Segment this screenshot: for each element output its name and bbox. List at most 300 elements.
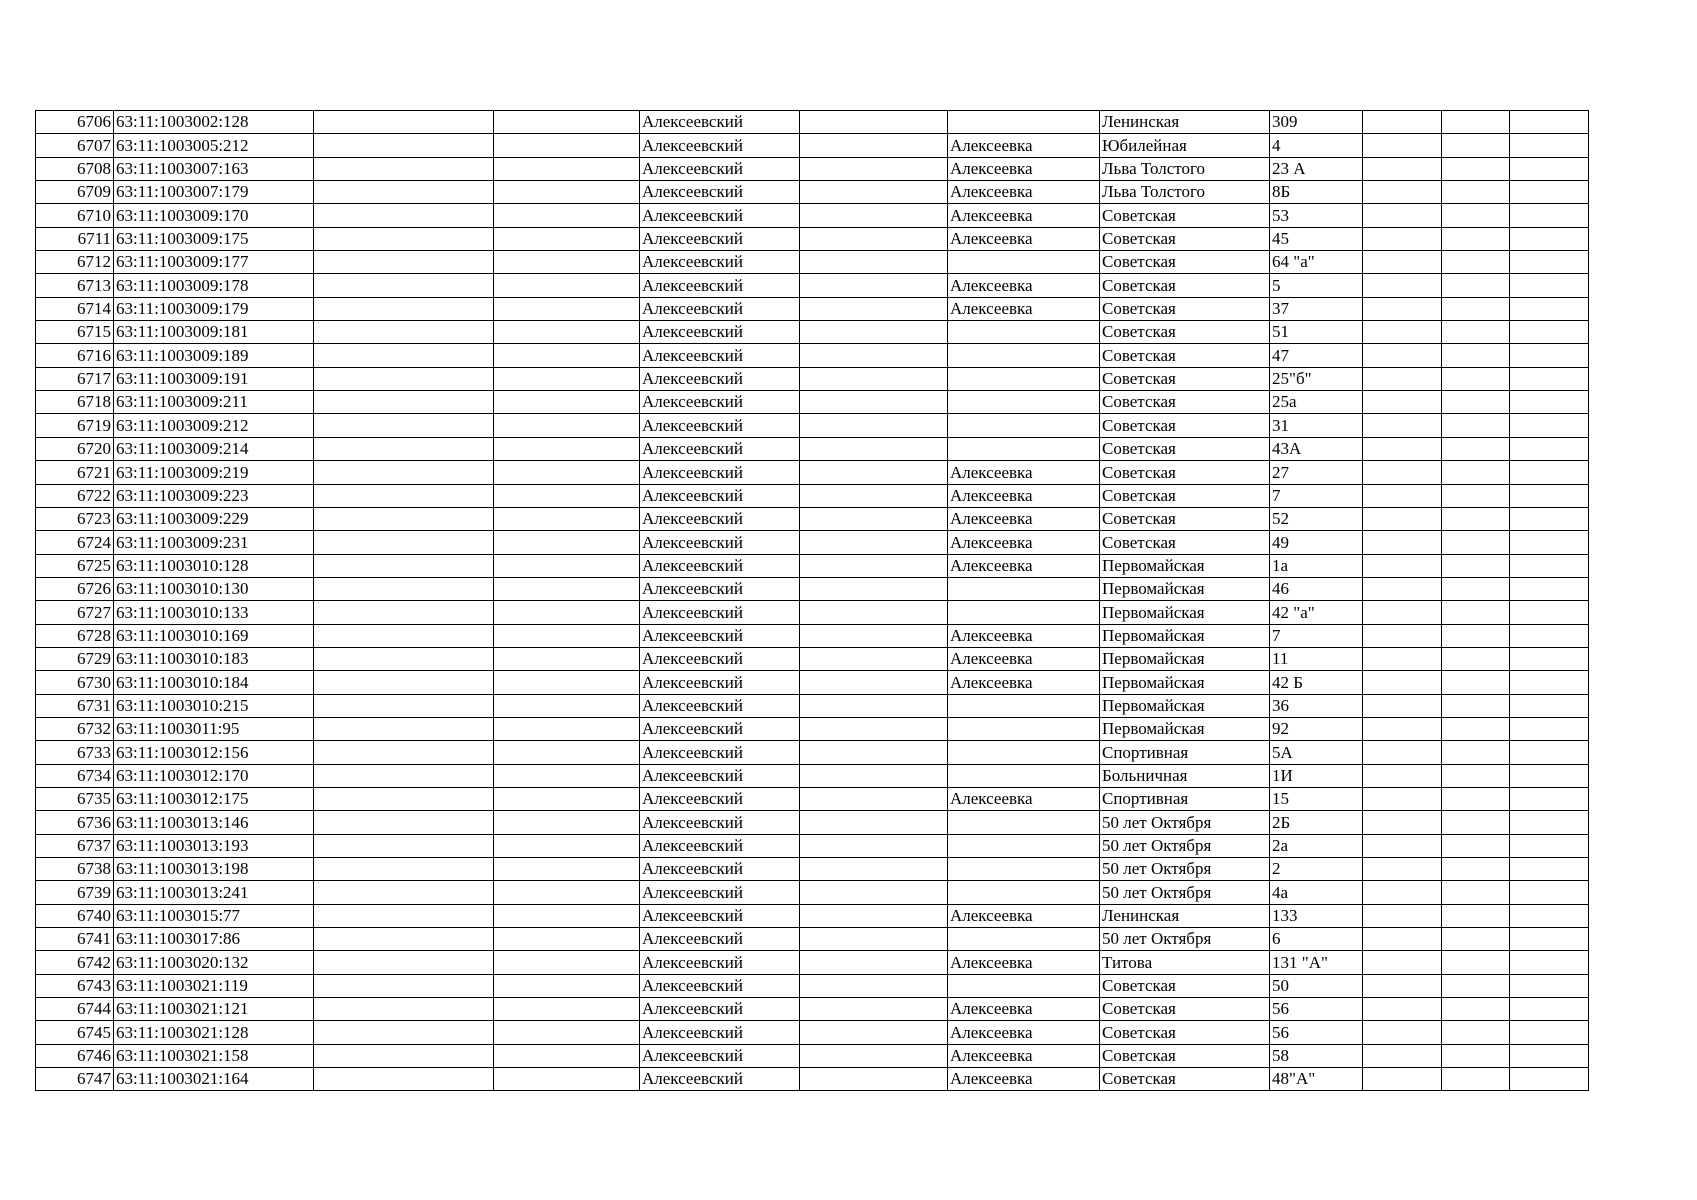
empty-cell [314,507,494,530]
street-cell: Советская [1100,297,1270,320]
row-number-cell: 6728 [36,624,114,647]
cadastral-number-cell: 63:11:1003015:77 [114,904,314,927]
empty-cell [800,461,948,484]
cadastral-number-cell: 63:11:1003012:170 [114,764,314,787]
row-number-cell: 6723 [36,507,114,530]
empty-cell [1510,344,1589,367]
empty-cell [1363,881,1442,904]
locality-cell [948,321,1100,344]
empty-cell [1510,671,1589,694]
street-cell: Льва Толстого [1100,181,1270,204]
empty-cell [1442,111,1510,134]
empty-cell [800,717,948,740]
empty-cell [494,974,640,997]
empty-cell [800,344,948,367]
house-number-cell: 5А [1270,741,1363,764]
row-number-cell: 6707 [36,134,114,157]
cadastral-number-cell: 63:11:1003009:170 [114,204,314,227]
empty-cell [800,297,948,320]
row-number-cell: 6727 [36,601,114,624]
empty-cell [314,647,494,670]
row-number-cell: 6725 [36,554,114,577]
empty-cell [494,601,640,624]
empty-cell [1442,974,1510,997]
row-number-cell: 6729 [36,647,114,670]
locality-cell [948,577,1100,600]
street-cell: Советская [1100,321,1270,344]
empty-cell [1363,998,1442,1021]
district-cell: Алексеевский [640,554,800,577]
street-cell: Советская [1100,274,1270,297]
empty-cell [494,391,640,414]
district-cell: Алексеевский [640,507,800,530]
empty-cell [1442,297,1510,320]
empty-cell [314,1044,494,1067]
street-cell: Юбилейная [1100,134,1270,157]
table-row [36,531,1589,554]
empty-cell [1442,928,1510,951]
district-cell: Алексеевский [640,111,800,134]
empty-cell [800,694,948,717]
empty-cell [1442,647,1510,670]
table-row [36,577,1589,600]
empty-cell [1510,531,1589,554]
locality-cell [948,741,1100,764]
empty-cell [1363,741,1442,764]
house-number-cell: 25а [1270,391,1363,414]
empty-cell [314,414,494,437]
empty-cell [1442,251,1510,274]
empty-cell [314,951,494,974]
empty-cell [1510,811,1589,834]
empty-cell [1442,694,1510,717]
empty-cell [1363,694,1442,717]
house-number-cell: 1И [1270,764,1363,787]
empty-cell [314,391,494,414]
empty-cell [800,251,948,274]
empty-cell [1510,507,1589,530]
table-row [36,671,1589,694]
district-cell: Алексеевский [640,134,800,157]
cadastral-number-cell: 63:11:1003010:215 [114,694,314,717]
house-number-cell: 42 "а" [1270,601,1363,624]
row-number-cell: 6731 [36,694,114,717]
empty-cell [1363,367,1442,390]
empty-cell [800,741,948,764]
empty-cell [1363,227,1442,250]
house-number-cell: 7 [1270,484,1363,507]
table-row [36,227,1589,250]
empty-cell [1510,484,1589,507]
empty-cell [1510,227,1589,250]
cadastral-number-cell: 63:11:1003009:219 [114,461,314,484]
table-row [36,1044,1589,1067]
cadastral-number-cell: 63:11:1003010:169 [114,624,314,647]
empty-cell [1442,134,1510,157]
empty-cell [1442,881,1510,904]
empty-cell [1510,251,1589,274]
empty-cell [314,858,494,881]
house-number-cell: 47 [1270,344,1363,367]
empty-cell [800,904,948,927]
empty-cell [314,227,494,250]
district-cell: Алексеевский [640,227,800,250]
street-cell: Первомайская [1100,694,1270,717]
row-number-cell: 6735 [36,787,114,810]
locality-cell [948,881,1100,904]
empty-cell [314,134,494,157]
empty-cell [494,274,640,297]
row-number-cell: 6734 [36,764,114,787]
street-cell: Советская [1100,974,1270,997]
street-cell: Спортивная [1100,741,1270,764]
table-row [36,181,1589,204]
empty-cell [1442,1044,1510,1067]
empty-cell [1442,367,1510,390]
empty-cell [494,204,640,227]
row-number-cell: 6738 [36,858,114,881]
empty-cell [800,764,948,787]
district-cell: Алексеевский [640,1044,800,1067]
street-cell: Советская [1100,414,1270,437]
empty-cell [314,694,494,717]
house-number-cell: 53 [1270,204,1363,227]
locality-cell: Алексеевка [948,787,1100,810]
empty-cell [1442,717,1510,740]
row-number-cell: 6720 [36,437,114,460]
empty-cell [800,227,948,250]
empty-cell [1363,391,1442,414]
table-row [36,811,1589,834]
district-cell: Алексеевский [640,321,800,344]
empty-cell [494,577,640,600]
empty-cell [800,554,948,577]
locality-cell [948,391,1100,414]
empty-cell [314,111,494,134]
table-row [36,928,1589,951]
empty-cell [1363,764,1442,787]
cadastral-number-cell: 63:11:1003007:163 [114,157,314,180]
empty-cell [1510,461,1589,484]
empty-cell [494,437,640,460]
empty-cell [314,741,494,764]
district-cell: Алексеевский [640,251,800,274]
empty-cell [314,834,494,857]
empty-cell [314,928,494,951]
empty-cell [494,951,640,974]
cadastral-number-cell: 63:11:1003009:177 [114,251,314,274]
locality-cell: Алексеевка [948,297,1100,320]
empty-cell [494,1068,640,1091]
district-cell: Алексеевский [640,951,800,974]
house-number-cell: 49 [1270,531,1363,554]
table-row [36,624,1589,647]
empty-cell [800,157,948,180]
empty-cell [1442,601,1510,624]
empty-cell [1510,951,1589,974]
empty-cell [800,1021,948,1044]
empty-cell [1510,764,1589,787]
empty-cell [1363,834,1442,857]
house-number-cell: 56 [1270,998,1363,1021]
empty-cell [1442,484,1510,507]
empty-cell [314,157,494,180]
district-cell: Алексеевский [640,904,800,927]
empty-cell [494,764,640,787]
district-cell: Алексеевский [640,811,800,834]
empty-cell [1363,624,1442,647]
empty-cell [1363,507,1442,530]
empty-cell [494,624,640,647]
district-cell: Алексеевский [640,1021,800,1044]
empty-cell [1363,461,1442,484]
house-number-cell: 50 [1270,974,1363,997]
empty-cell [494,904,640,927]
empty-cell [800,601,948,624]
empty-cell [314,811,494,834]
empty-cell [800,787,948,810]
empty-cell [1442,414,1510,437]
table-row [36,344,1589,367]
row-number-cell: 6737 [36,834,114,857]
district-cell: Алексеевский [640,531,800,554]
table-row [36,391,1589,414]
house-number-cell: 25"б" [1270,367,1363,390]
house-number-cell: 46 [1270,577,1363,600]
empty-cell [800,367,948,390]
table-row [36,881,1589,904]
row-number-cell: 6747 [36,1068,114,1091]
empty-cell [1363,974,1442,997]
street-cell: Первомайская [1100,671,1270,694]
empty-cell [800,484,948,507]
locality-cell [948,344,1100,367]
street-cell: 50 лет Октября [1100,834,1270,857]
empty-cell [800,811,948,834]
empty-cell [494,811,640,834]
empty-cell [494,1044,640,1067]
locality-cell: Алексеевка [948,624,1100,647]
empty-cell [1442,998,1510,1021]
empty-cell [1442,344,1510,367]
empty-cell [800,391,948,414]
empty-cell [494,717,640,740]
locality-cell: Алексеевка [948,274,1100,297]
row-number-cell: 6714 [36,297,114,320]
street-cell: Советская [1100,998,1270,1021]
house-number-cell: 6 [1270,928,1363,951]
locality-cell: Алексеевка [948,671,1100,694]
row-number-cell: 6709 [36,181,114,204]
empty-cell [494,858,640,881]
street-cell: Спортивная [1100,787,1270,810]
cadastral-number-cell: 63:11:1003011:95 [114,717,314,740]
empty-cell [800,858,948,881]
empty-cell [314,1021,494,1044]
empty-cell [1510,181,1589,204]
empty-cell [1510,881,1589,904]
locality-cell [948,974,1100,997]
empty-cell [800,414,948,437]
street-cell: Советская [1100,461,1270,484]
street-cell: 50 лет Октября [1100,858,1270,881]
empty-cell [494,928,640,951]
empty-cell [314,764,494,787]
locality-cell: Алексеевка [948,951,1100,974]
cadastral-number-cell: 63:11:1003017:86 [114,928,314,951]
row-number-cell: 6739 [36,881,114,904]
district-cell: Алексеевский [640,671,800,694]
empty-cell [800,181,948,204]
table-row [36,974,1589,997]
street-cell: Советская [1100,437,1270,460]
empty-cell [1442,1068,1510,1091]
row-number-cell: 6722 [36,484,114,507]
empty-cell [314,204,494,227]
empty-cell [1442,787,1510,810]
street-cell: 50 лет Октября [1100,811,1270,834]
locality-cell [948,111,1100,134]
locality-cell: Алексеевка [948,227,1100,250]
empty-cell [1363,204,1442,227]
empty-cell [1442,437,1510,460]
row-number-cell: 6746 [36,1044,114,1067]
cadastral-number-cell: 63:11:1003009:214 [114,437,314,460]
locality-cell [948,928,1100,951]
house-number-cell: 309 [1270,111,1363,134]
row-number-cell: 6710 [36,204,114,227]
empty-cell [1510,647,1589,670]
table-row [36,321,1589,344]
table-row [36,134,1589,157]
cadastral-number-cell: 63:11:1003013:193 [114,834,314,857]
district-cell: Алексеевский [640,181,800,204]
table-body [36,111,1589,1091]
street-cell: Титова [1100,951,1270,974]
empty-cell [1363,787,1442,810]
empty-cell [1363,928,1442,951]
locality-cell [948,717,1100,740]
street-cell: 50 лет Октября [1100,881,1270,904]
empty-cell [494,111,640,134]
empty-cell [494,671,640,694]
cadastral-number-cell: 63:11:1003009:229 [114,507,314,530]
locality-cell: Алексеевка [948,484,1100,507]
row-number-cell: 6733 [36,741,114,764]
table-row [36,251,1589,274]
table-row [36,204,1589,227]
empty-cell [1442,671,1510,694]
street-cell: Советская [1100,531,1270,554]
cadastral-number-cell: 63:11:1003013:241 [114,881,314,904]
district-cell: Алексеевский [640,414,800,437]
table-row [36,787,1589,810]
row-number-cell: 6726 [36,577,114,600]
empty-cell [1363,414,1442,437]
cadastral-number-cell: 63:11:1003010:183 [114,647,314,670]
empty-cell [1442,951,1510,974]
district-cell: Алексеевский [640,601,800,624]
district-cell: Алексеевский [640,881,800,904]
table-row [36,858,1589,881]
row-number-cell: 6743 [36,974,114,997]
street-cell: Больничная [1100,764,1270,787]
row-number-cell: 6724 [36,531,114,554]
street-cell: Советская [1100,251,1270,274]
locality-cell [948,811,1100,834]
empty-cell [1363,111,1442,134]
district-cell: Алексеевский [640,764,800,787]
empty-cell [800,1068,948,1091]
cadastral-number-cell: 63:11:1003009:212 [114,414,314,437]
cadastral-number-cell: 63:11:1003012:156 [114,741,314,764]
cadastral-number-cell: 63:11:1003021:164 [114,1068,314,1091]
empty-cell [1363,1068,1442,1091]
empty-cell [314,577,494,600]
district-cell: Алексеевский [640,787,800,810]
table-row [36,1068,1589,1091]
table-row [36,297,1589,320]
empty-cell [1363,577,1442,600]
cadastral-number-cell: 63:11:1003020:132 [114,951,314,974]
row-number-cell: 6708 [36,157,114,180]
cadastral-number-cell: 63:11:1003009:231 [114,531,314,554]
empty-cell [1363,951,1442,974]
empty-cell [494,998,640,1021]
street-cell: Советская [1100,1068,1270,1091]
table-row [36,507,1589,530]
empty-cell [800,834,948,857]
house-number-cell: 133 [1270,904,1363,927]
empty-cell [1510,717,1589,740]
empty-cell [1363,811,1442,834]
empty-cell [1363,671,1442,694]
empty-cell [800,321,948,344]
empty-cell [1363,274,1442,297]
house-number-cell: 92 [1270,717,1363,740]
empty-cell [314,531,494,554]
table-row [36,647,1589,670]
house-number-cell: 42 Б [1270,671,1363,694]
district-cell: Алексеевский [640,157,800,180]
empty-cell [800,274,948,297]
empty-cell [800,624,948,647]
row-number-cell: 6730 [36,671,114,694]
cadastral-number-cell: 63:11:1003009:178 [114,274,314,297]
locality-cell [948,367,1100,390]
district-cell: Алексеевский [640,998,800,1021]
empty-cell [1363,904,1442,927]
empty-cell [314,671,494,694]
empty-cell [1363,251,1442,274]
street-cell: Советская [1100,1044,1270,1067]
empty-cell [494,297,640,320]
empty-cell [494,321,640,344]
empty-cell [314,998,494,1021]
district-cell: Алексеевский [640,834,800,857]
house-number-cell: 131 "А" [1270,951,1363,974]
cadastral-number-cell: 63:11:1003013:146 [114,811,314,834]
table-row [36,601,1589,624]
empty-cell [1510,204,1589,227]
district-cell: Алексеевский [640,928,800,951]
cadastral-number-cell: 63:11:1003009:175 [114,227,314,250]
row-number-cell: 6719 [36,414,114,437]
empty-cell [494,484,640,507]
locality-cell [948,834,1100,857]
row-number-cell: 6716 [36,344,114,367]
street-cell: Советская [1100,367,1270,390]
